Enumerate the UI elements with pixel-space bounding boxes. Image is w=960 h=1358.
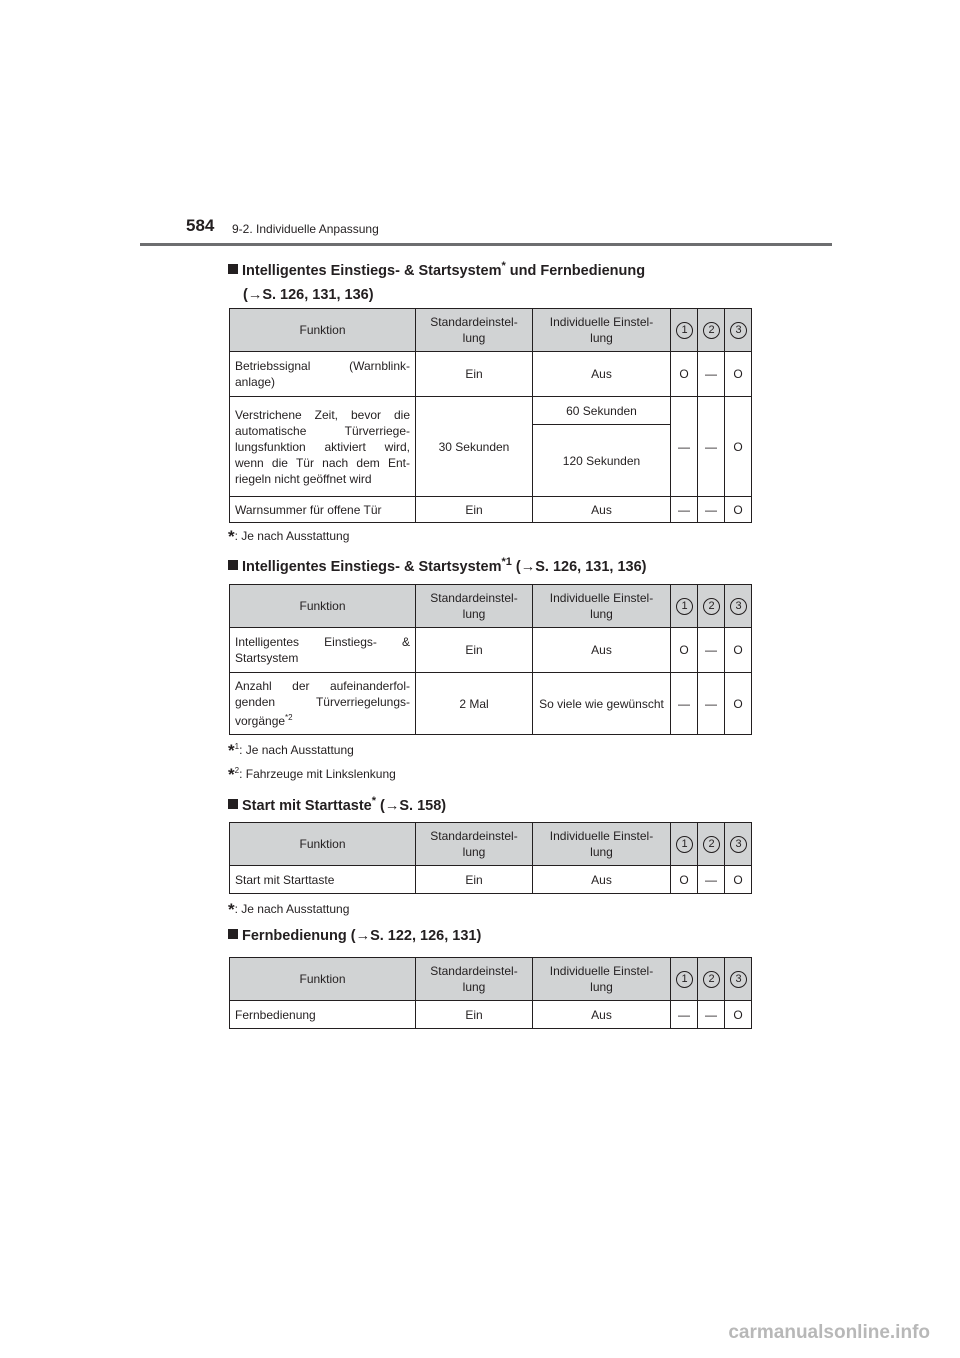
section-heading-remote: Fernbedienung (→S. 122, 126, 131): [228, 924, 481, 948]
section-heading-smart-entry: Intelligentes Einstiegs- & Startsystem$^{*1}$ (→S. 126, 131, 136): [228, 550, 646, 579]
section-heading-push-start: Start mit Starttaste* (→S. 158): [228, 789, 446, 818]
chapter-title: 9-2. Individuelle Anpassung: [232, 222, 379, 236]
table-row: Intelligentes Einstiegs- & Startsystem Ein Aus O — O: [230, 628, 752, 673]
square-bullet-icon: [228, 560, 238, 570]
table-row: Anzahl der aufeinanderfol-genden Türverriegelungs-vorgänge$^{*2}$ 2 Mal So viele wie gewünscht — — O: [230, 673, 752, 735]
footnote: *: Je nach Ausstattung: [228, 900, 350, 919]
col-1: 1: [671, 309, 698, 352]
table-row: 120 Sekunden: [230, 425, 752, 497]
section-heading-smart-entry-remote: Intelligentes Einstiegs- & Startsystem* und Fernbedienung (→S. 126, 131, 136): [228, 254, 645, 307]
table-row: Start mit Starttaste Ein Aus O — O: [230, 866, 752, 894]
table-header-row: Funktion Standardeinstel- lung Individuelle Einstel- lung 1 2 3: [230, 823, 752, 866]
watermark: carmanualsonline.info: [728, 1322, 930, 1343]
table-row: Betriebssignal (Warnblink-anlage) Ein Aus O — O: [230, 352, 752, 397]
col-2: 2: [698, 309, 725, 352]
settings-table-4: [229, 957, 752, 1029]
table-header-row: [230, 309, 752, 352]
header-rule: [140, 243, 832, 246]
col-individual: Individuelle Einstel- lung: [533, 309, 671, 352]
page-number: 584: [186, 216, 215, 235]
col-3: 3: [725, 309, 752, 352]
col-standard: Standardeinstel- lung: [416, 309, 533, 352]
col-funktion: Funktion: [230, 309, 416, 352]
square-bullet-icon: [228, 799, 238, 809]
square-bullet-icon: [228, 929, 238, 939]
table-header-row: Funktion Standardeinstel- lung Individuelle Einstel- lung 1 2 3: [230, 585, 752, 628]
settings-table-2: [229, 584, 752, 735]
footnote: *: Je nach Ausstattung: [228, 527, 350, 546]
table-header-row: Funktion Standardeinstel- lung Individuelle Einstel- lung 1 2 3: [230, 958, 752, 1001]
table-row: Warnsummer für offene Tür Ein Aus — — O: [230, 497, 752, 523]
footnote: *$^2$: Fahrzeuge mit Linkslenkung: [228, 765, 396, 784]
settings-table-3: [229, 822, 752, 894]
square-bullet-icon: [228, 264, 238, 274]
settings-table-1: [229, 308, 752, 523]
table-row: Verstrichene Zeit, bevor die automatische Türverriege-lungsfunktion aktiviert wird, wenn die Tür nach dem Ent-riegeln nicht geöffnet wird 30 Sekunden 60 Sekunden — — O: [230, 397, 752, 425]
table-row: Fernbedienung Ein Aus — — O: [230, 1001, 752, 1029]
footnote: *$^1$: Je nach Ausstattung: [228, 741, 354, 760]
